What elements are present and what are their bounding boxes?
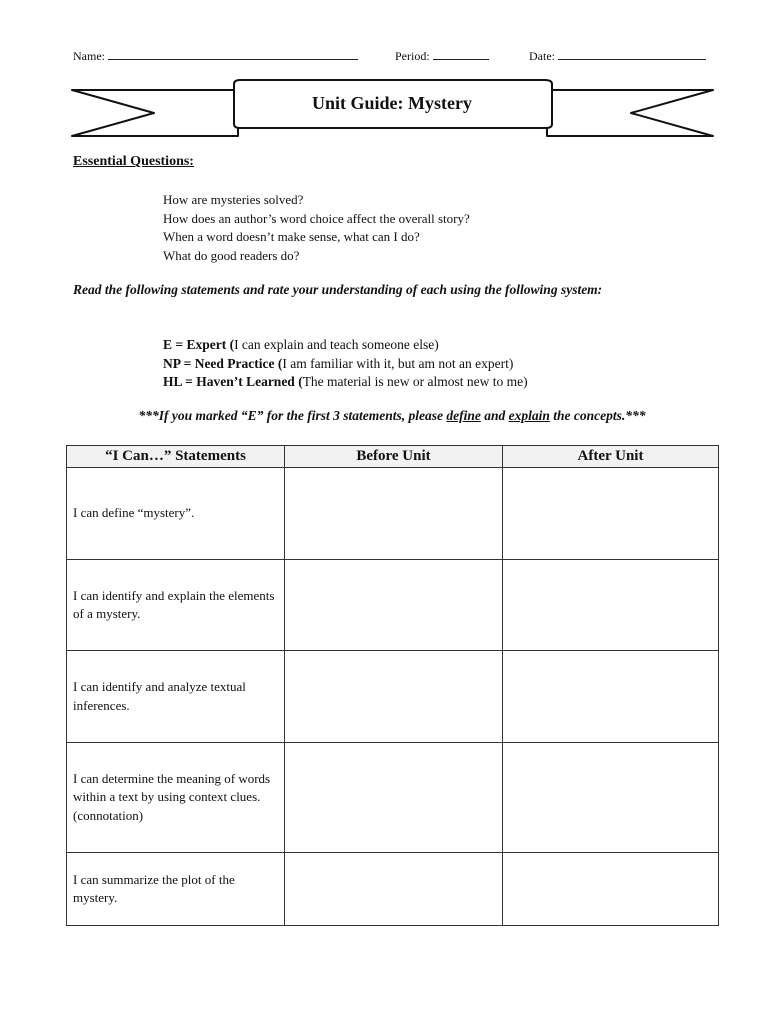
name-label: Name: bbox=[73, 49, 105, 63]
note-text: and bbox=[480, 408, 509, 423]
period-field bbox=[395, 47, 489, 64]
before-unit-cell[interactable] bbox=[285, 743, 503, 853]
date-field bbox=[529, 47, 706, 64]
statement-cell: I can identify and analyze textual inferences. bbox=[67, 651, 285, 743]
table-row bbox=[67, 651, 719, 743]
before-unit-cell[interactable] bbox=[285, 853, 503, 926]
question-item: What do good readers do? bbox=[163, 247, 300, 263]
after-unit-cell[interactable] bbox=[503, 651, 719, 743]
period-label: Period: bbox=[395, 49, 430, 63]
rating-code: E = Expert ( bbox=[163, 337, 235, 352]
col-header-before-unit: Before Unit bbox=[285, 446, 503, 468]
statement-cell: I can summarize the plot of the mystery. bbox=[67, 853, 285, 926]
rating-expert bbox=[163, 336, 528, 355]
table-row bbox=[67, 468, 719, 560]
col-header-after-unit: After Unit bbox=[503, 446, 719, 468]
after-unit-cell[interactable] bbox=[503, 853, 719, 926]
rating-desc: I am familiar with it, but am not an expert) bbox=[282, 355, 514, 371]
name-field bbox=[73, 47, 358, 64]
question-item: How does an author’s word choice affect the overall story? bbox=[163, 210, 470, 226]
rating-instructions: Read the following statements and rate your understanding of each using the following system: bbox=[73, 282, 603, 297]
define-explain-note bbox=[66, 408, 718, 424]
rating-desc: I can explain and teach someone else) bbox=[234, 337, 439, 352]
statement-cell: I can define “mystery”. bbox=[67, 468, 285, 560]
question-item: How are mysteries solved? bbox=[163, 192, 304, 207]
note-explain: explain bbox=[508, 408, 550, 423]
essential-questions-list bbox=[163, 191, 470, 265]
note-define: define bbox=[446, 408, 481, 423]
i-can-table bbox=[66, 445, 719, 926]
note-text: the concepts.*** bbox=[549, 408, 646, 423]
date-blank[interactable] bbox=[558, 47, 706, 60]
after-unit-cell[interactable] bbox=[503, 560, 719, 651]
page-title: Unit Guide: Mystery bbox=[312, 92, 472, 113]
before-unit-cell[interactable] bbox=[285, 468, 503, 560]
statement-cell: I can determine the meaning of words within a text by using context clues. (connotation) bbox=[67, 743, 285, 853]
period-blank[interactable] bbox=[433, 47, 489, 60]
after-unit-cell[interactable] bbox=[503, 468, 719, 560]
note-text: ***If you marked “E” for the first 3 statements, please bbox=[138, 408, 447, 423]
rating-code: NP = Need Practice ( bbox=[163, 355, 283, 371]
col-header-statements: “I Can…” Statements bbox=[67, 446, 285, 468]
question-item: When a word doesn’t make sense, what can I do? bbox=[163, 229, 420, 244]
rating-desc: The material is new or almost new to me) bbox=[302, 374, 528, 389]
name-blank[interactable] bbox=[108, 47, 358, 60]
rating-havent-learned bbox=[163, 373, 528, 392]
essential-questions-heading: Essential Questions: bbox=[73, 154, 194, 169]
after-unit-cell[interactable] bbox=[503, 743, 719, 853]
rating-system bbox=[163, 336, 528, 392]
table-row bbox=[67, 853, 719, 926]
statement-cell: I can identify and explain the elements of a mystery. bbox=[67, 560, 285, 651]
rating-need-practice bbox=[163, 355, 528, 374]
before-unit-cell[interactable] bbox=[285, 560, 503, 651]
table-row bbox=[67, 743, 719, 853]
rating-code: HL = Haven’t Learned ( bbox=[163, 374, 303, 389]
date-label: Date: bbox=[529, 49, 555, 63]
table-row bbox=[67, 560, 719, 651]
before-unit-cell[interactable] bbox=[285, 651, 503, 743]
